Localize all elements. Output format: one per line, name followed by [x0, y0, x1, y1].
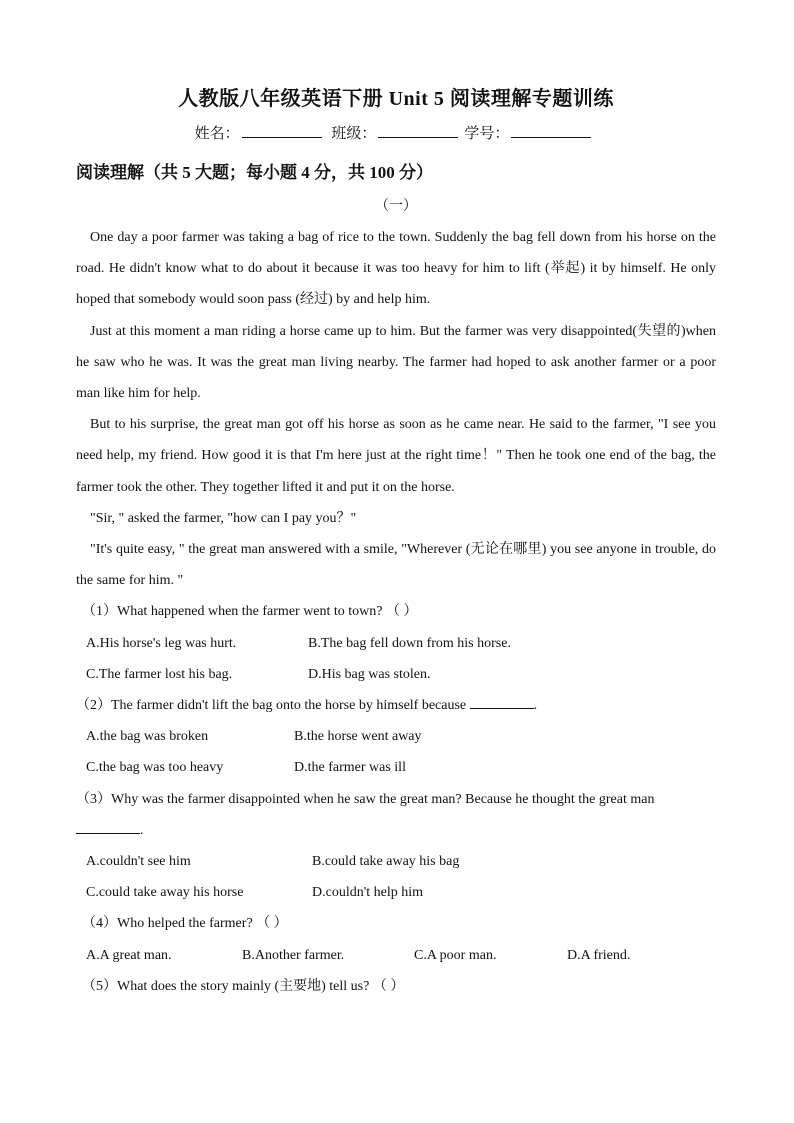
passage-paragraph: "Sir, " asked the farmer, "how can I pay you？": [90, 510, 357, 526]
class-label: 班级：: [331, 126, 377, 142]
options-row: [76, 721, 716, 752]
option-d[interactable]: D.the farmer was ill: [294, 760, 406, 776]
option-a[interactable]: A.couldn't see him: [86, 854, 191, 870]
passage-paragraph: "It's quite easy, " the great man answered with a smile, "Wherever (无论在哪里) you see anyone in trouble, do the same for him. ": [76, 542, 716, 589]
question-stem: （5）What does the story mainly (主要地) tell us?: [82, 978, 370, 994]
answer-paren[interactable]: （ ）: [256, 916, 288, 932]
option-a[interactable]: A.A great man.: [86, 947, 172, 963]
question-4: [76, 908, 716, 939]
option-c[interactable]: C.the bag was too heavy: [86, 760, 224, 776]
name-label: 姓名：: [194, 126, 240, 142]
number-label: 学号：: [464, 126, 510, 142]
option-b[interactable]: B.could take away his bag: [312, 854, 460, 870]
question-stem: （1）What happened when the farmer went to town?: [82, 604, 383, 620]
options-row: [76, 659, 716, 690]
answer-blank[interactable]: [76, 819, 140, 834]
answer-paren[interactable]: （ ）: [386, 604, 418, 620]
option-b[interactable]: B.The bag fell down from his horse.: [308, 635, 511, 651]
section-heading: 阅读理解（共 5 大题；每小题 4 分，共 100 分）: [76, 163, 433, 182]
option-a[interactable]: A.His horse's leg was hurt.: [86, 635, 237, 651]
option-c[interactable]: C.A poor man.: [414, 947, 497, 963]
class-blank[interactable]: [378, 123, 458, 138]
options-row: [76, 877, 716, 908]
question-stem: （2）The farmer didn't lift the bag onto the horse by himself because: [76, 698, 467, 714]
option-b[interactable]: B.Another farmer.: [242, 947, 345, 963]
question-end: .: [140, 822, 144, 838]
options-row: [76, 628, 716, 659]
option-c[interactable]: C.The farmer lost his bag.: [86, 666, 233, 682]
question-stem: （4）Who helped the farmer?: [82, 916, 253, 932]
question-3: [76, 784, 716, 846]
option-a[interactable]: A.the bag was broken: [86, 729, 209, 745]
answer-paren[interactable]: （ ）: [372, 978, 405, 994]
question-5: [76, 971, 716, 1002]
student-info-line: [76, 122, 716, 143]
passage-paragraph: But to his surprise, the great man got off his horse as soon as he came near. He said to the farmer, "I see you need help, my friend. How good it is that I'm here just at the right time！" Then he took one end of the bag, the farmer took the other. They together lifted it and put it on the horse.: [76, 417, 716, 495]
number-blank[interactable]: [511, 123, 591, 138]
part-heading: （一）: [375, 199, 417, 214]
option-b[interactable]: B.the horse went away: [294, 729, 422, 745]
option-d[interactable]: D.couldn't help him: [312, 885, 424, 901]
question-1: [76, 596, 716, 627]
question-stem: （3）Why was the farmer disappointed when he saw the great man? Because he thought the great man: [76, 791, 655, 807]
question-end: .: [533, 698, 538, 714]
options-row: [76, 846, 716, 877]
answer-blank[interactable]: [470, 694, 534, 709]
passage-paragraph: One day a poor farmer was taking a bag of rice to the town. Suddenly the bag fell down from his horse on the road. He didn't know what to do about it because it was too heavy for him to lift (举起) it by himself. He only hoped that somebody would soon pass (经过) by and help him.: [76, 230, 716, 308]
option-d[interactable]: D.A friend.: [567, 947, 631, 963]
option-d[interactable]: D.His bag was stolen.: [308, 666, 431, 682]
options-row: [76, 940, 716, 971]
option-c[interactable]: C.could take away his horse: [86, 885, 244, 901]
reading-passage: [76, 222, 716, 1002]
options-row: [76, 752, 716, 783]
name-blank[interactable]: [242, 123, 322, 138]
question-2: [76, 690, 716, 721]
page-title: 人教版八年级英语下册 Unit 5 阅读理解专题训练: [178, 88, 614, 110]
passage-paragraph: Just at this moment a man riding a horse came up to him. But the farmer was very disappointed(失望的)when he saw who he was. It was the great man living nearby. The farmer had hoped to ask another farmer or a poor man like him for help.: [76, 323, 716, 402]
